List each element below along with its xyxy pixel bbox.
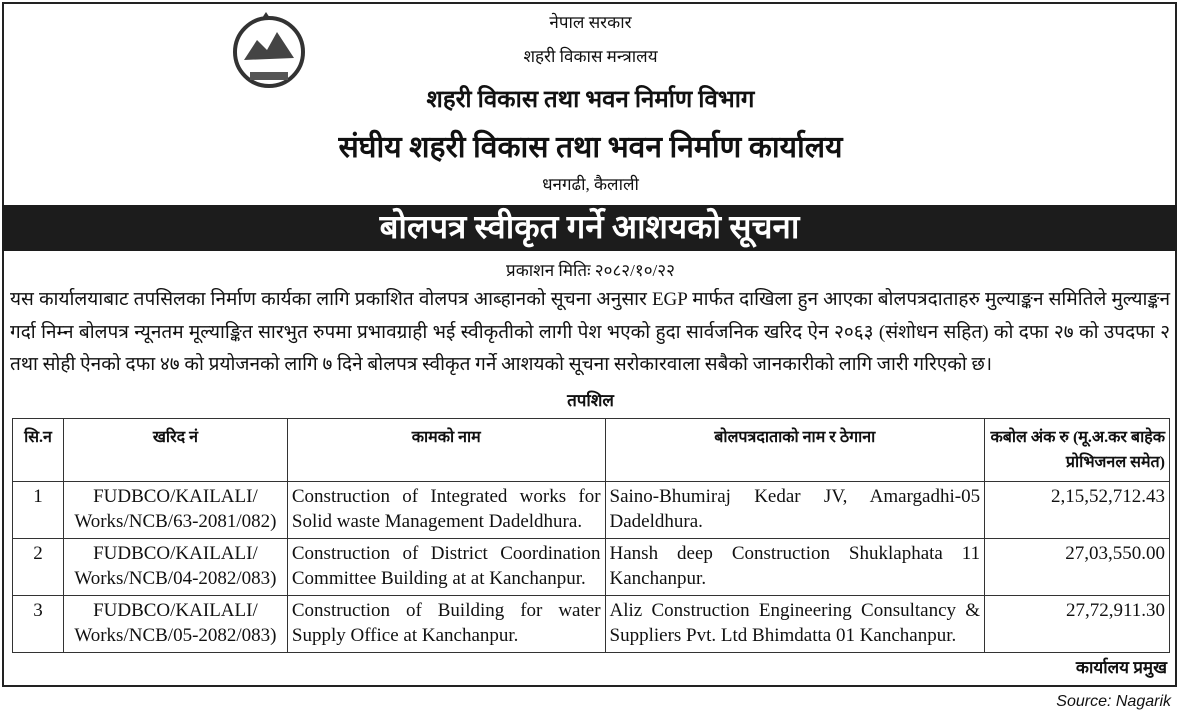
table-row <box>13 596 1170 653</box>
col-header: खरिद नं <box>63 419 287 482</box>
cell-bidder: Hansh deep Construction Shuklaphata 11 Kanchanpur. <box>605 539 985 596</box>
notice-title: बोलपत्र स्वीकृत गर्ने आशयको सूचना <box>2 205 1177 251</box>
cell-sn: 1 <box>13 482 64 539</box>
cell-procurement-no: FUDBCO/KAILALI/ Works/NCB/05-2082/083) <box>63 596 287 653</box>
cell-procurement-no: FUDBCO/KAILALI/ Works/NCB/04-2082/083) <box>63 539 287 596</box>
header-department: शहरी विकास तथा भवन निर्माण विभाग <box>426 87 755 113</box>
table-header-row <box>13 419 1170 482</box>
notice-body: यस कार्यालयाबाट तपसिलका निर्माण कार्यका लागि प्रकाशित वोलपत्र आब्हानको सूचना अनुसार EGP मार्फत दाखिला हुन आएका बोलपत्रदाताहरु मुल्याङ्कन समितिले मुल्याङ्कन गर्दा निम्न बोलपत्र न्यूनतम मूल्याङ्कित सारभुत रुपमा प्रभावग्राही भई स्वीकृतीको लागी पेश भएको हुदा सार्वजनिक खरिद ऐन २०६३ (संशोधन सहित) को दफा २७ को उपदफा २ तथा सोही ऐनको दफा ४७ को प्रयोजनको लागि ७ दिने बोलपत्र स्वीकृत गर्ने आशयको सूचना सरोकारवाला सबैको जानकारीको लागि जारी गरिएको छ। <box>10 289 1170 375</box>
cell-work-name: Construction of Integrated works for Solid waste Management Dadeldhura. <box>287 482 605 539</box>
header-location: धनगढी, कैलाली <box>542 175 639 194</box>
cell-sn: 2 <box>13 539 64 596</box>
col-header: बोलपत्रदाताको नाम र ठेगाना <box>605 419 985 482</box>
table-row <box>13 539 1170 596</box>
publish-date: प्रकाशन मितिः २०८२/१०/२२ <box>506 261 675 280</box>
header-line-2: शहरी विकास मन्त्रालय <box>523 47 658 66</box>
table-caption: तपशिल <box>567 391 614 410</box>
cell-sn: 3 <box>13 596 64 653</box>
cell-work-name: Construction of Building for water Supply Office at Kanchanpur. <box>287 596 605 653</box>
header-office: संघीय शहरी विकास तथा भवन निर्माण कार्यालय <box>338 131 843 164</box>
cell-bidder: Saino-Bhumiraj Kedar JV, Amargadhi-05 Dadeldhura. <box>605 482 985 539</box>
signature-office-chief: कार्यालय प्रमुख <box>1075 658 1167 677</box>
cell-amount: 27,72,911.30 <box>985 596 1170 653</box>
cell-bidder: Aliz Construction Engineering Consultancy & Suppliers Pvt. Ltd Bhimdatta 01 Kanchanpur. <box>605 596 985 653</box>
cell-procurement-no: FUDBCO/KAILALI/ Works/NCB/63-2081/082) <box>63 482 287 539</box>
source-credit: Source: Nagarik <box>1056 693 1171 710</box>
cell-amount: 27,03,550.00 <box>985 539 1170 596</box>
cell-amount: 2,15,52,712.43 <box>985 482 1170 539</box>
col-header: कबोल अंक रु (मू.अ.कर बाहेक प्रोभिजनल समेत) <box>985 419 1170 482</box>
table-row <box>13 482 1170 539</box>
col-header: सि.न <box>13 419 64 482</box>
col-header: कामको नाम <box>287 419 605 482</box>
cell-work-name: Construction of District Coordination Committee Building at at Kanchanpur. <box>287 539 605 596</box>
header-line-1: नेपाल सरकार <box>549 13 632 32</box>
bid-table <box>12 418 1170 653</box>
